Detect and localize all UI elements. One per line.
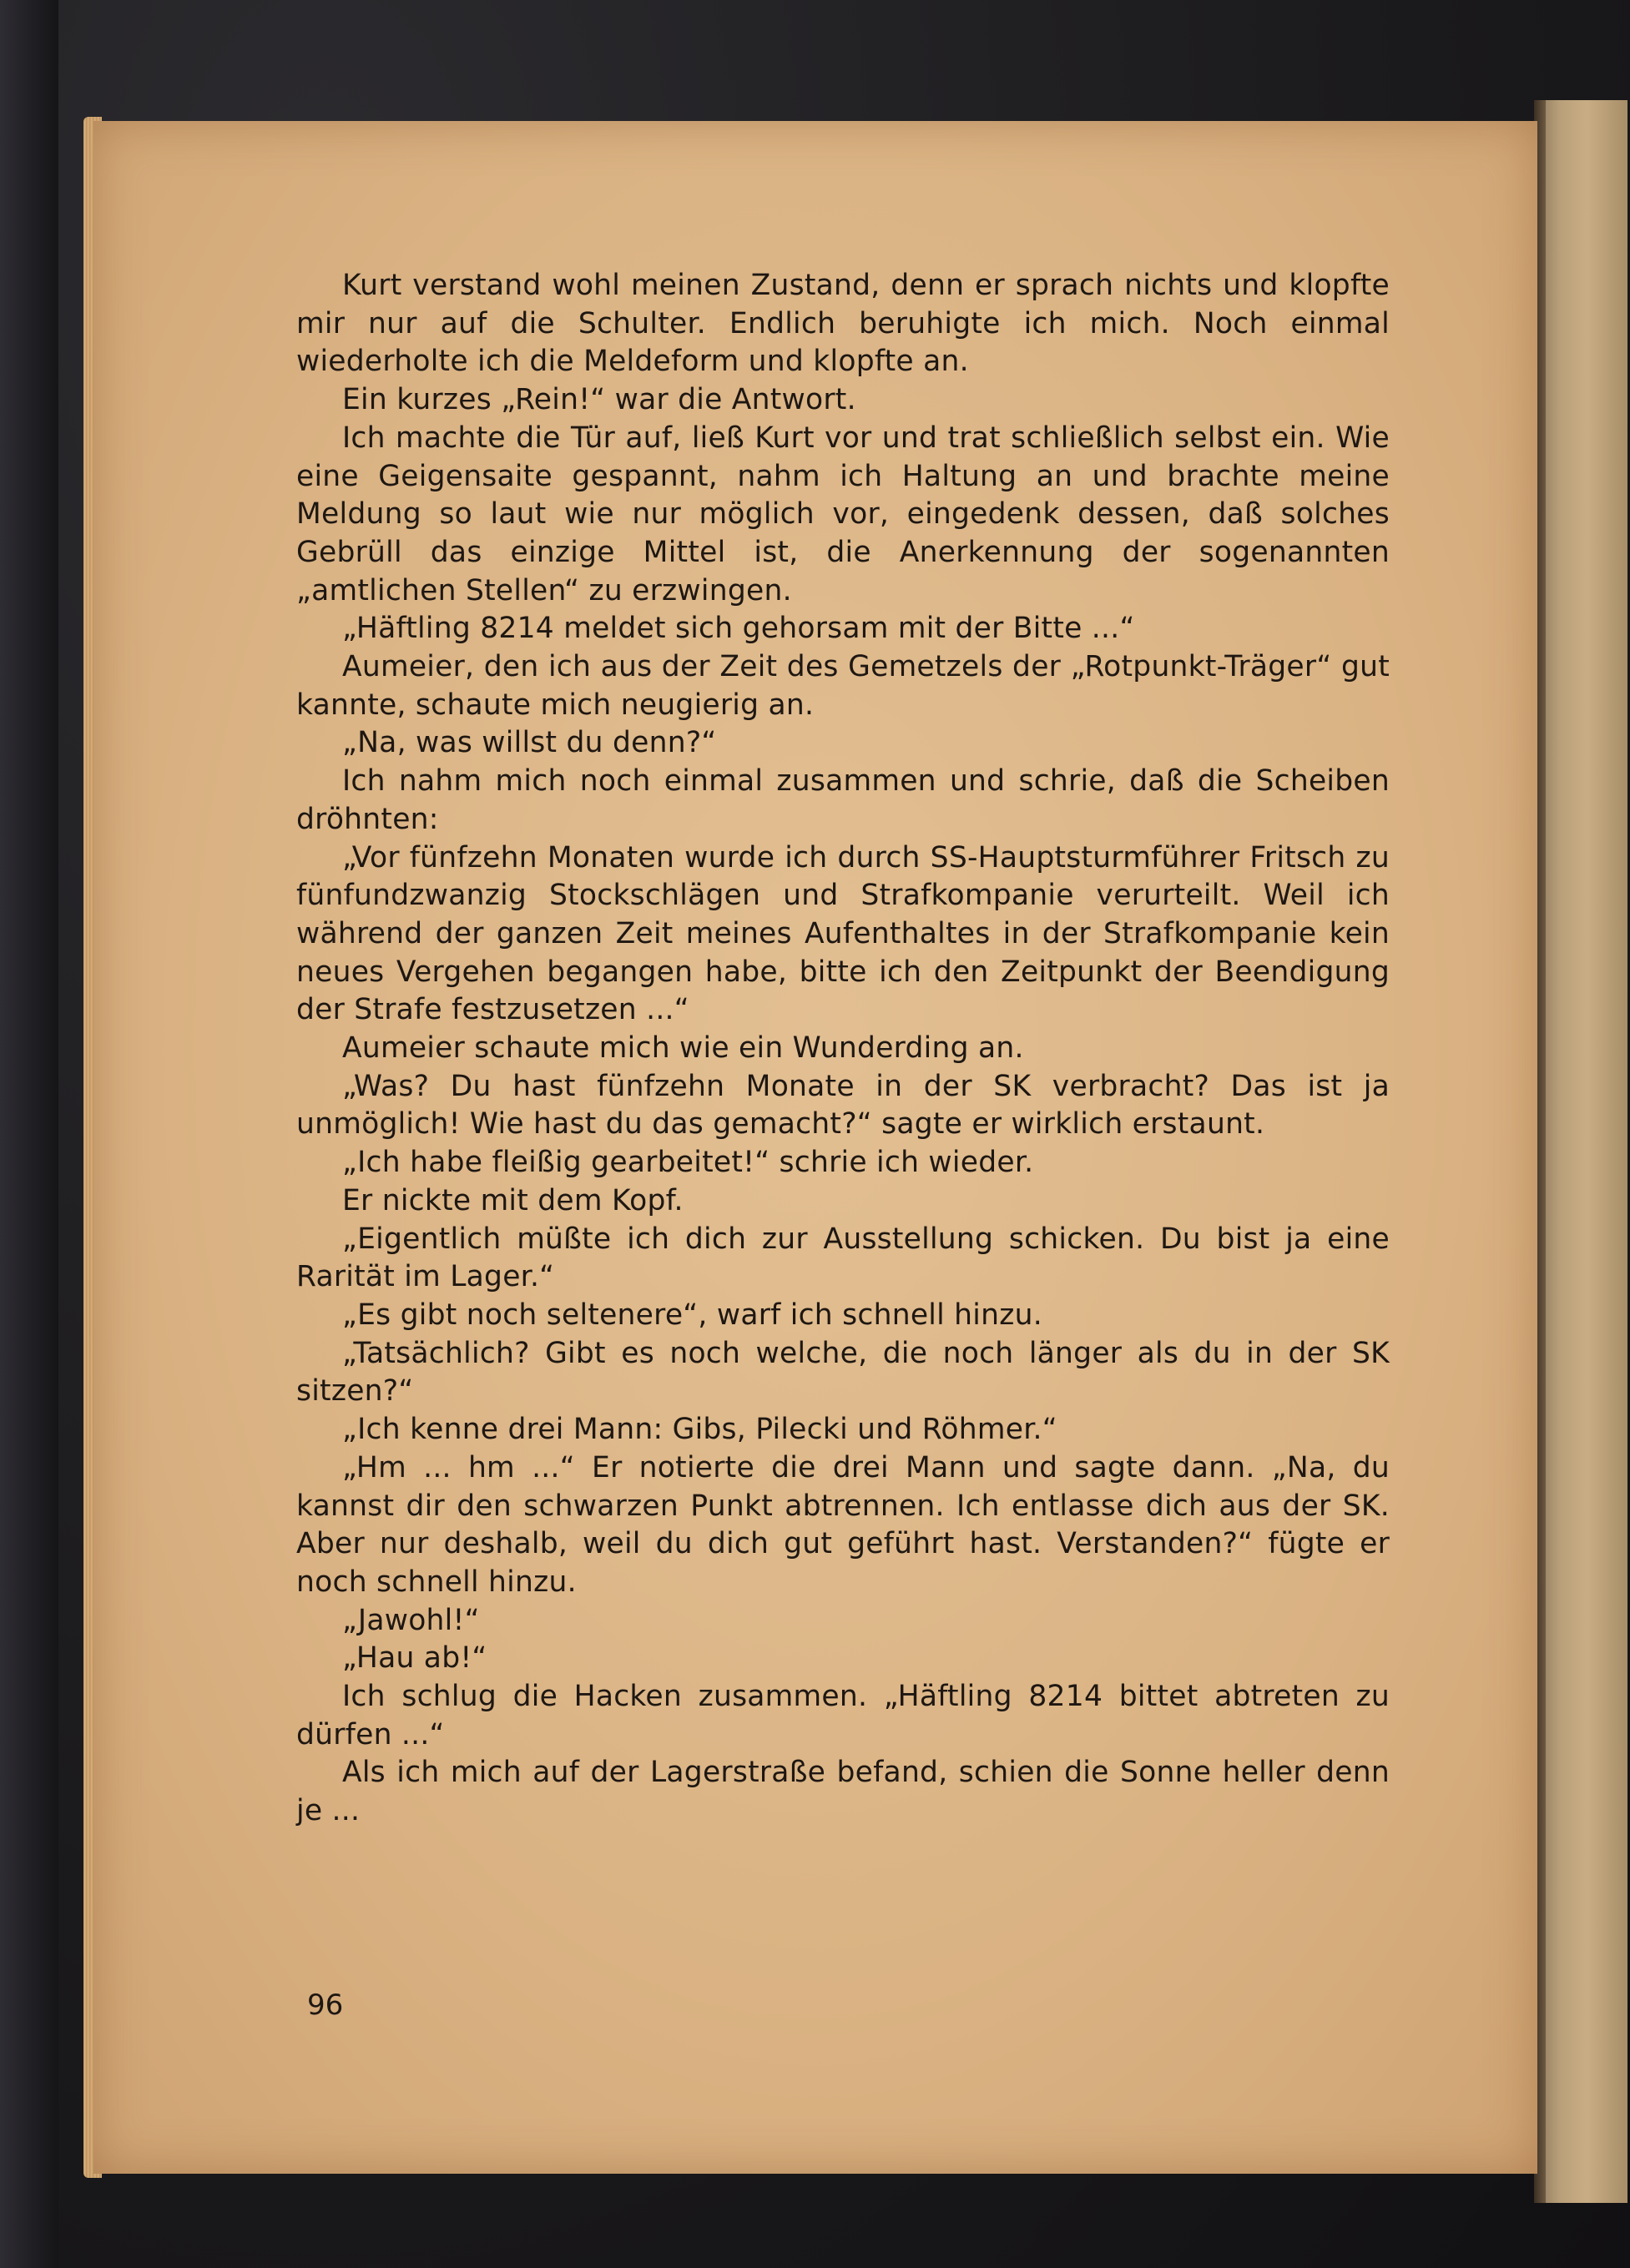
paragraph: Ein kurzes „Rein!“ war die Antwort. [342, 383, 856, 417]
paragraph: „Es gibt noch seltenere“, warf ich schnell hinzu. [342, 1298, 1042, 1332]
paragraph: „Tatsächlich? Gibt es noch welche, die noch länger als du in der SK sitzen?“ [296, 1336, 1390, 1409]
page-text [296, 267, 1390, 1831]
paragraph: Kurt verstand wohl meinen Zustand, denn er sprach nichts und klopfte mir nur auf die Schulter. Endlich beruhigte ich mich. Noch einmal wiederholte ich die Meldeform und klopfte an. [296, 269, 1390, 379]
paragraph: „Jawohl!“ [342, 1603, 480, 1637]
paragraph: „Hau ab!“ [342, 1641, 487, 1676]
paragraph: Aumeier, den ich aus der Zeit des Gemetzels der „Rotpunkt-Träger“ gut kannte, schaute mich neugierig an. [296, 650, 1390, 722]
paragraph: Ich nahm mich noch einmal zusammen und schrie, daß die Scheiben dröhnten: [296, 764, 1390, 836]
paragraph: „Ich habe fleißig gearbeitet!“ schrie ich wieder. [342, 1146, 1034, 1180]
paragraph: Als ich mich auf der Lagerstraße befand, schien die Sonne heller denn je ... [296, 1756, 1390, 1828]
paragraph: Ich schlug die Hacken zusammen. „Häftling 8214 bittet abtreten zu dürfen ...“ [296, 1680, 1390, 1751]
page-number: 96 [307, 1988, 344, 2022]
paragraph: Ich machte die Tür auf, ließ Kurt vor und trat schließlich selbst ein. Wie eine Geigensaite gespannt, nahm ich Haltung an und brachte meine Meldung so laut wie nur möglich vor, eingedenk dessen, daß solches Gebrüll das einzige Mittel ist, die Anerkennung der sogenannten „amtlichen Stellen“ zu erzwingen. [296, 421, 1390, 607]
paragraph: Er nickte mit dem Kopf. [342, 1183, 684, 1217]
next-page-edge [1537, 100, 1627, 2203]
paragraph: „Hm ... hm ...“ Er notierte die drei Mann und sagte dann. „Na, du kannst dir den schwarzen Punkt abtrennen. Ich entlasse dich aus der SK. Aber nur deshalb, weil du dich gut geführt hast. Verstanden?“ fügte er noch schnell hinzu. [296, 1450, 1390, 1599]
paragraph: „Eigentlich müßte ich dich zur Ausstellung schicken. Du bist ja eine Rarität im Lager.“ [296, 1222, 1390, 1294]
paragraph: „Häftling 8214 meldet sich gehorsam mit der Bitte ...“ [342, 612, 1135, 646]
cover-edge [0, 0, 58, 2268]
paragraph: Aumeier schaute mich wie ein Wunderding an. [342, 1031, 1024, 1066]
paragraph: „Was? Du hast fünfzehn Monate in der SK verbracht? Das ist ja unmöglich! Wie hast du das gemacht?“ sagte er wirklich erstaunt. [296, 1069, 1390, 1142]
paragraph: „Ich kenne drei Mann: Gibs, Pilecki und Röhmer.“ [342, 1413, 1057, 1447]
paragraph: „Vor fünfzehn Monaten wurde ich durch SS-Hauptsturmführer Fritsch zu fünfundzwanzig Stockschlägen und Strafkompanie verurteilt. Weil ich während der ganzen Zeit meines Aufenthaltes in der Strafkompanie kein neues Vergehen begangen habe, bitte ich den Zeitpunkt der Beendigung der Strafe festzusetzen ...“ [296, 840, 1390, 1027]
paragraph: „Na, was willst du denn?“ [342, 726, 717, 760]
